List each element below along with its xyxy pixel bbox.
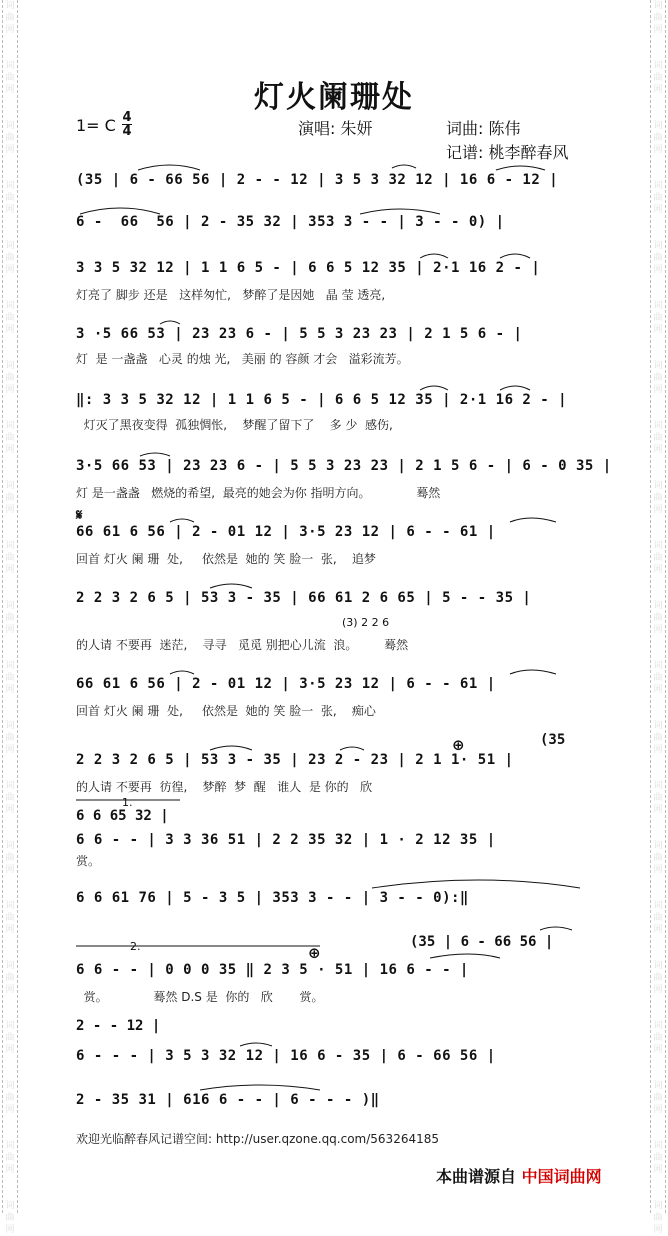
watermark-text: 词 曲 网 — [653, 1021, 663, 1055]
watermark-text: 词 曲 网 — [5, 481, 15, 515]
source-site: 中国词曲网 — [521, 1167, 602, 1186]
time-top: 4 — [122, 110, 132, 125]
watermark-text: 词 曲 网 — [5, 61, 15, 95]
watermark-text: 词 曲 网 — [653, 841, 663, 875]
watermark-text: 词 曲 网 — [653, 481, 663, 515]
footer-url: 欢迎光临醉春风记谱空间: http://user.qzone.qq.com/563264185 — [76, 1132, 440, 1146]
watermark-text: 词 曲 网 — [5, 601, 15, 635]
score-row-4: 3 ·5 66 53 | 23 23 6 - | 5 5 3 23 23 | 2 1 5 6 - | — [76, 326, 523, 342]
watermark-text: 词 曲 网 — [653, 961, 663, 995]
watermark-text: 词 曲 网 — [653, 721, 663, 755]
lyric-row-10: 的人请 不要再 彷徨, 梦醉 梦 醒 谁人 是 你的 欣 — [76, 780, 373, 794]
watermark-text: 词 曲 网 — [5, 541, 15, 575]
watermark-text: 词 曲 网 — [653, 121, 663, 155]
coda-sign-2: ⊕ — [308, 944, 321, 962]
song-title: 灯火阑珊处 — [254, 80, 414, 115]
watermark-text: 词 曲 网 — [5, 181, 15, 215]
score-row-1: (35 | 6 - 66 56 | 2 - - 12 | 3 5 3 32 12 | 16 6 - 12 | — [76, 172, 559, 188]
transcriber: 记谱: 桃李醉春风 — [446, 143, 569, 162]
score-row-10: 2 2 3 2 6 5 | 53 3 - 35 | 23 2 - 23 | 2 1 1· 51 | — [76, 752, 514, 768]
watermark-text: 词 曲 网 — [5, 301, 15, 335]
watermark-text: 词 曲 网 — [653, 1141, 663, 1175]
score-row-5: ‖: 3 3 5 32 12 | 1 1 6 5 - | 6 6 5 12 35 | 2·1 16 2 - | — [76, 392, 568, 408]
lyric-row-8: 的人请 不要再 迷茫, 寻寻 觅觅 别把心儿流 浪。 蓦然 — [76, 638, 409, 652]
score-row-15: 2 - 35 31 | 616 6 - - | 6 - - - )‖ — [76, 1092, 380, 1108]
watermark-text: 词 曲 网 — [653, 421, 663, 455]
coda-sign-1: ⊕ — [452, 736, 465, 754]
source-label: 本曲谱源自 — [436, 1167, 517, 1186]
watermark-text: 词 曲 网 — [5, 661, 15, 695]
watermark-text: 词 曲 网 — [653, 901, 663, 935]
watermark-text: 词 曲 网 — [653, 661, 663, 695]
score-row-14: 6 - - - | 3 5 3 32 12 | 16 6 - 35 | 6 - 66 56 | — [76, 1048, 496, 1064]
time-bottom: 4 — [122, 124, 132, 139]
upper-notes-row-11: 6 6 65 32 | — [76, 808, 169, 824]
paren-intro: (35 — [540, 732, 566, 748]
volta-2: 2. — [130, 940, 141, 953]
composer: 词曲: 陈伟 — [446, 119, 521, 138]
lyric-row-5: 灯灭了黑夜变得 孤独惆怅, 梦醒了留下了 多 少 感伤, — [76, 418, 393, 432]
watermark-text: 词 曲 网 — [5, 721, 15, 755]
lyric-row-4: 灯 是 一盏盏 心灵 的烛 光, 美丽 的 容颜 才会 溢彩流芳。 — [76, 352, 409, 366]
score-row-11: 6 6 - - | 3 3 36 51 | 2 2 35 32 | 1 · 2 12 35 | — [76, 832, 496, 848]
lyric-row-9: 回首 灯火 阑 珊 处, 依然是 她的 笑 脸一 张, 痴心 — [76, 704, 376, 718]
score-row-7: 66 61 6 56 | 2 - 01 12 | 3·5 23 12 | 6 - - 61 | — [76, 524, 496, 540]
watermark-text: 词 曲 网 — [653, 361, 663, 395]
score-row-6: 3·5 66 53 | 23 23 6 - | 5 5 3 23 23 | 2 1 5 6 - | 6 - 0 35 | — [76, 458, 612, 474]
watermark-text: 词 曲 网 — [653, 241, 663, 275]
score-row-12: 6 6 61 76 | 5 - 3 5 | 353 3 - - | 3 - - 0):‖ — [76, 890, 469, 906]
watermark-text: 词 曲 网 — [653, 601, 663, 635]
volta-1: 1. — [122, 796, 133, 809]
score-row-2: 6 - 66 56 | 2 - 35 32 | 353 3 - - | 3 - - 0) | — [76, 214, 505, 230]
watermark-text: 词 曲 网 — [653, 1081, 663, 1115]
watermark-text: 词 曲 网 — [653, 541, 663, 575]
watermark-text: 词 曲 网 — [5, 1, 15, 35]
watermark-text: 词 曲 网 — [5, 241, 15, 275]
watermark-text: 词 曲 网 — [5, 901, 15, 935]
watermark-text: 词 曲 网 — [5, 121, 15, 155]
score-row-9: 66 61 6 56 | 2 - 01 12 | 3·5 23 12 | 6 - - 61 | — [76, 676, 496, 692]
watermark-text: 词 曲 网 — [5, 421, 15, 455]
watermark-text: 词 曲 网 — [653, 181, 663, 215]
lyric-row-11: 赏。 — [76, 854, 101, 868]
upper-notes-row-13: (35 | 6 - 66 56 | — [410, 934, 554, 950]
watermark-text: 词 曲 网 — [5, 781, 15, 815]
score-row-8: 2 2 3 2 6 5 | 53 3 - 35 | 66 61 2 6 65 | 5 - - 35 | — [76, 590, 532, 606]
watermark-text: 词 曲 网 — [653, 61, 663, 95]
watermark-text: 词 曲 网 — [653, 301, 663, 335]
watermark-text: 词 曲 网 — [5, 961, 15, 995]
watermark-text: 词 曲 网 — [5, 1141, 15, 1175]
watermark-text: 词 曲 网 — [5, 1081, 15, 1115]
lyric-row-3: 灯亮了 脚步 还是 这样匆忙, 梦醉了是因她 晶 莹 透亮, — [76, 288, 386, 302]
watermark-text: 词 曲 网 — [5, 841, 15, 875]
score-row-13: 6 6 - - | 0 0 0 35 ‖ 2 3 5 · 51 | 16 6 - - | — [76, 962, 469, 978]
watermark-text: 词 曲 网 — [653, 1, 663, 35]
watermark-text: 词 曲 网 — [5, 1021, 15, 1055]
variant-notes: (3) 2 2 6 — [342, 616, 390, 629]
key-signature: 1= C — [76, 116, 116, 135]
watermark-text: 词 曲 网 — [653, 1201, 663, 1235]
watermark-text: 词 曲 网 — [653, 781, 663, 815]
lyric-row-6: 灯 是一盏盏 燃烧的希望, 最亮的她会为你 指明方向。 蓦然 — [76, 486, 441, 500]
lyric-row-13: 赏。 蓦然 D.S 是 你的 欣 赏。 — [76, 990, 324, 1004]
lyric-row-7: 回首 灯火 阑 珊 处, 依然是 她的 笑 脸一 张, 追梦 — [76, 552, 376, 566]
segno-sign: 𝄋 — [76, 506, 83, 524]
score-row-3: 3 3 5 32 12 | 1 1 6 5 - | 6 6 5 12 35 | 2·1 16 2 - | — [76, 260, 541, 276]
upper-notes-row-14: 2 - - 12 | — [76, 1018, 161, 1034]
singer: 演唱: 朱妍 — [298, 119, 373, 138]
watermark-text: 词 曲 网 — [5, 1201, 15, 1235]
watermark-text: 词 曲 网 — [5, 361, 15, 395]
source-credit — [436, 1164, 602, 1187]
time-signature — [122, 112, 132, 137]
